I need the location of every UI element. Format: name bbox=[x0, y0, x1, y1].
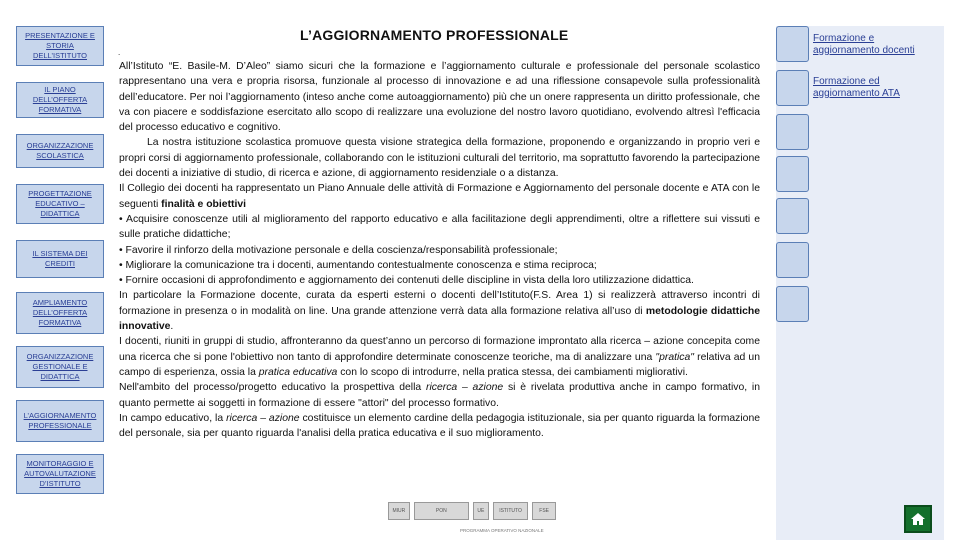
paragraph-ambito bbox=[119, 380, 760, 411]
link-box-formazione-ata[interactable] bbox=[776, 70, 809, 106]
logos-caption: PROGRAMMA OPERATIVO NAZIONALE bbox=[460, 528, 544, 533]
paragraph-formazione bbox=[119, 288, 760, 334]
text-formazione: In particolare la Formazione docente, curata da esperti esterni o docenti dell’Istituto(F.S. Area 1) si realizzerà attraverso incontri di formazione in presenza o in modalità on line. Una grande attenzione verrà data alla formazione relativa all’uso di bbox=[119, 290, 760, 317]
logo-pon: PON bbox=[414, 502, 469, 520]
logos-strip bbox=[388, 500, 556, 522]
text-relativa: relativa ad un campo di esperienza, ossia la bbox=[119, 351, 760, 378]
title-dot: . bbox=[118, 48, 121, 57]
nav-organizzazione-gestionale[interactable]: ORGANIZZAZIONE GESTIONALE E DIDATTICA bbox=[16, 346, 104, 388]
empty-box-6 bbox=[776, 242, 809, 278]
empty-box-7 bbox=[776, 286, 809, 322]
nav-progettazione-educativo-didattica[interactable]: PROGETTAZIONE EDUCATIVO – DIDATTICA bbox=[16, 184, 104, 224]
bullet-2: • Favorire il rinforzo della motivazione personale e della coscienza/responsabilità professionale; bbox=[119, 244, 558, 256]
link-formazione-ata[interactable]: Formazione ed aggiornamento ATA bbox=[813, 76, 900, 99]
nav-sistema-crediti[interactable]: IL SISTEMA DEI CREDITI bbox=[16, 240, 104, 278]
empty-box-5 bbox=[776, 198, 809, 234]
text-finalita: finalità e obiettivi bbox=[161, 198, 247, 210]
nav-monitoraggio-autovalutazione[interactable]: MONITORAGGIO E AUTOVALUTAZIONE D’ISTITUTO bbox=[16, 454, 104, 494]
text-pratica-educativa: pratica educativa bbox=[258, 366, 338, 378]
home-icon bbox=[910, 511, 926, 527]
main-content bbox=[119, 59, 760, 441]
text-campo: In campo educativo, la bbox=[119, 412, 227, 424]
bullet-1: • Acquisire conoscenze utili al miglioramento del rapporto educativo e alla facilitazione degli apprendimenti, oltre a riflettere sui vissuti e sulle pratiche didattiche; bbox=[119, 213, 760, 241]
home-button[interactable] bbox=[904, 505, 932, 533]
empty-box-4 bbox=[776, 156, 809, 192]
paragraph-collegio bbox=[119, 181, 760, 212]
nav-presentazione-storia[interactable]: PRESENTAZIONE E STORIA DELL’ISTITUTO bbox=[16, 26, 104, 66]
nav-piano-offerta-formativa[interactable]: IL PIANO DELL’OFFERTA FORMATIVA bbox=[16, 82, 104, 118]
nav-organizzazione-scolastica[interactable]: ORGANIZZAZIONE SCOLASTICA bbox=[16, 134, 104, 168]
page-title: L’AGGIORNAMENTO PROFESSIONALE bbox=[300, 27, 569, 43]
link-formazione-docenti[interactable]: Formazione e aggiornamento docenti bbox=[813, 33, 915, 56]
nav-ampliamento-offerta[interactable]: AMPLIAMENTO DELL’OFFERTA FORMATIVA bbox=[16, 292, 104, 334]
paragraph-docenti bbox=[119, 334, 760, 380]
text-produttiva: si è rivelata produttiva anche in campo formativo, in quanto permette ai soggetti in formazione di essere "attori" del processo formativo. bbox=[119, 382, 760, 409]
paragraph-campo bbox=[119, 411, 760, 442]
text-collegio: Il Collegio dei docenti ha rappresentato un Piano Annuale delle attività di Formazione e Aggiornamento del personale docente e ATA con le seguenti bbox=[119, 183, 760, 210]
text-ambito: Nell'ambito del processo/progetto educativo la prospettiva della bbox=[119, 382, 426, 394]
nav-aggiornamento-professionale[interactable]: L’AGGIORNAMENTO PROFESSIONALE bbox=[16, 400, 104, 442]
logo-ue: UE bbox=[473, 502, 489, 520]
logo-istituto: ISTITUTO bbox=[493, 502, 529, 520]
paragraph-intro: All’Istituto “E. Basile-M. D’Aleo” siamo sicuri che la formazione e l’aggiornamento culturale e professionale del personale scolastico rappresentano una vera e propria risorsa, funzionale al processo di innovazione e ad una riflessione consapevole sulla professionalità dell’educatore. Per noi l’aggiornamento (inteso anche come autoaggiornamento) più che un onere rappresenta un diritto professionale, che va con piacere e soddisfazione esercitato allo scopo di realizzare una evoluzione del nostro lavoro quotidiano, evolvendo altresì l'efficacia del processo educativo e cognitivo. bbox=[119, 61, 760, 134]
text-pratica: "pratica" bbox=[655, 351, 694, 363]
text-scopo: con lo scopo di introdurre, nella pratica stessa, dei cambiamenti migliorativi. bbox=[337, 366, 688, 378]
empty-box-3 bbox=[776, 114, 809, 150]
text-ricerca-azione-1: ricerca – azione bbox=[426, 382, 504, 394]
logo-miur: MIUR bbox=[388, 502, 410, 520]
logo-fse: FSE bbox=[532, 502, 556, 520]
text-cardine: costituisce un elemento cardine della pedagogia istituzionale, sia per quanto riguarda la formazione del personale, sia per quanto riguarda l'analisi della pratica educativa e il suo miglioramento. bbox=[119, 412, 761, 440]
text-ricerca-azione-2: ricerca – azione bbox=[226, 412, 300, 424]
link-box-formazione-docenti[interactable] bbox=[776, 26, 809, 62]
bullet-3: • Migliorare la comunicazione tra i docenti, aumentando contestualmente conoscenza e stima reciproca; bbox=[119, 259, 597, 271]
bullet-4: • Fornire occasioni di approfondimento e aggiornamento dei contenuti delle discipline in vista della loro utilizzazione didattica. bbox=[119, 275, 694, 287]
paragraph-vision: La nostra istituzione scolastica promuove questa visione strategica della formazione, proponendo e organizzando in proprio veri e propri corsi di aggiornamento professionale, collaborando con le istituzioni culturali del territorio, ma soprattutto favorendo la partecipazione dei docenti a iniziative di studio, di ricerca e azione, di aggiornamento residenziale o a distanza. bbox=[119, 137, 760, 180]
text-period: . bbox=[170, 321, 174, 333]
text-docenti: I docenti, riuniti in gruppi di studio, affronteranno da quest’anno un percorso di formazione improntato alla ricerca – azione concepita come una ricerca che si pone l'obiettivo non tanto di approfondire determinate conoscenze teoriche, ma di analizzare una bbox=[119, 336, 760, 363]
text-metodologie: metodologie didattiche innovative bbox=[119, 305, 760, 333]
